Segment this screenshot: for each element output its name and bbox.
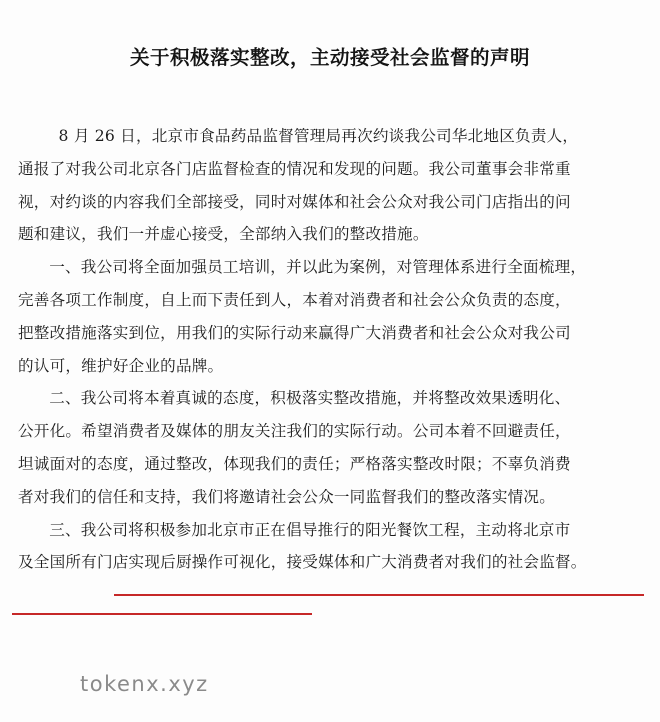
paragraph-point-2 <box>18 382 642 513</box>
paragraph-point-3 <box>18 514 642 580</box>
paragraph-line: 把整改措施落实到位，用我们的实际行动来赢得广大消费者和社会公众对我公司 <box>18 323 571 342</box>
document-body <box>18 120 642 579</box>
paragraph-line: 一、我公司将全面加强员工培训，并以此为案例，对管理体系进行全面梳理， <box>49 258 587 277</box>
paragraph-line: 者对我们的信任和支持，我们将邀请社会公众一同监督我们的整改落实情况。 <box>18 487 555 506</box>
paragraph-line: 完善各项工作制度，自上而下责任到人，本着对消费者和社会公众负责的态度， <box>18 290 571 309</box>
watermark-text: tokenx.xyz <box>80 672 209 696</box>
paragraph-intro <box>18 120 642 251</box>
paragraph-line: 通报了对我公司北京各门店监督检查的情况和发现的问题。我公司董事会非常重 <box>18 159 571 178</box>
document-title: 关于积极落实整改，主动接受社会监督的声明 <box>129 46 530 69</box>
paragraph-line: 的认可，维护好企业的品牌。 <box>18 356 224 375</box>
paragraph-line: 公开化。希望消费者及媒体的朋友关注我们的实际行动。公司本着不回避责任， <box>18 422 571 441</box>
paragraph-line: 题和建议，我们一并虚心接受，全部纳入我们的整改措施。 <box>18 225 429 244</box>
highlight-underline <box>114 594 644 596</box>
paragraph-line: 及全国所有门店实现后厨操作可视化，接受媒体和广大消费者对我们的社会监督。 <box>18 553 587 572</box>
paragraph-line: 视，对约谈的内容我们全部接受，同时对媒体和社会公众对我公司门店指出的问 <box>18 192 571 211</box>
paragraph-line: 8 月 26 日，北京市食品药品监督管理局再次约谈我公司华北地区负责人， <box>58 127 579 145</box>
highlight-underline <box>12 613 312 615</box>
paragraph-point-1 <box>18 251 642 382</box>
paragraph-line: 坦诚面对的态度，通过整改，体现我们的责任；严格落实整改时限；不辜负消费 <box>18 454 571 473</box>
paragraph-line: 二、我公司将本着真诚的态度，积极落实整改措施，并将整改效果透明化、 <box>49 389 571 408</box>
paragraph-line: 三、我公司将积极参加北京市正在倡导推行的阳光餐饮工程，主动将北京市 <box>49 520 571 539</box>
